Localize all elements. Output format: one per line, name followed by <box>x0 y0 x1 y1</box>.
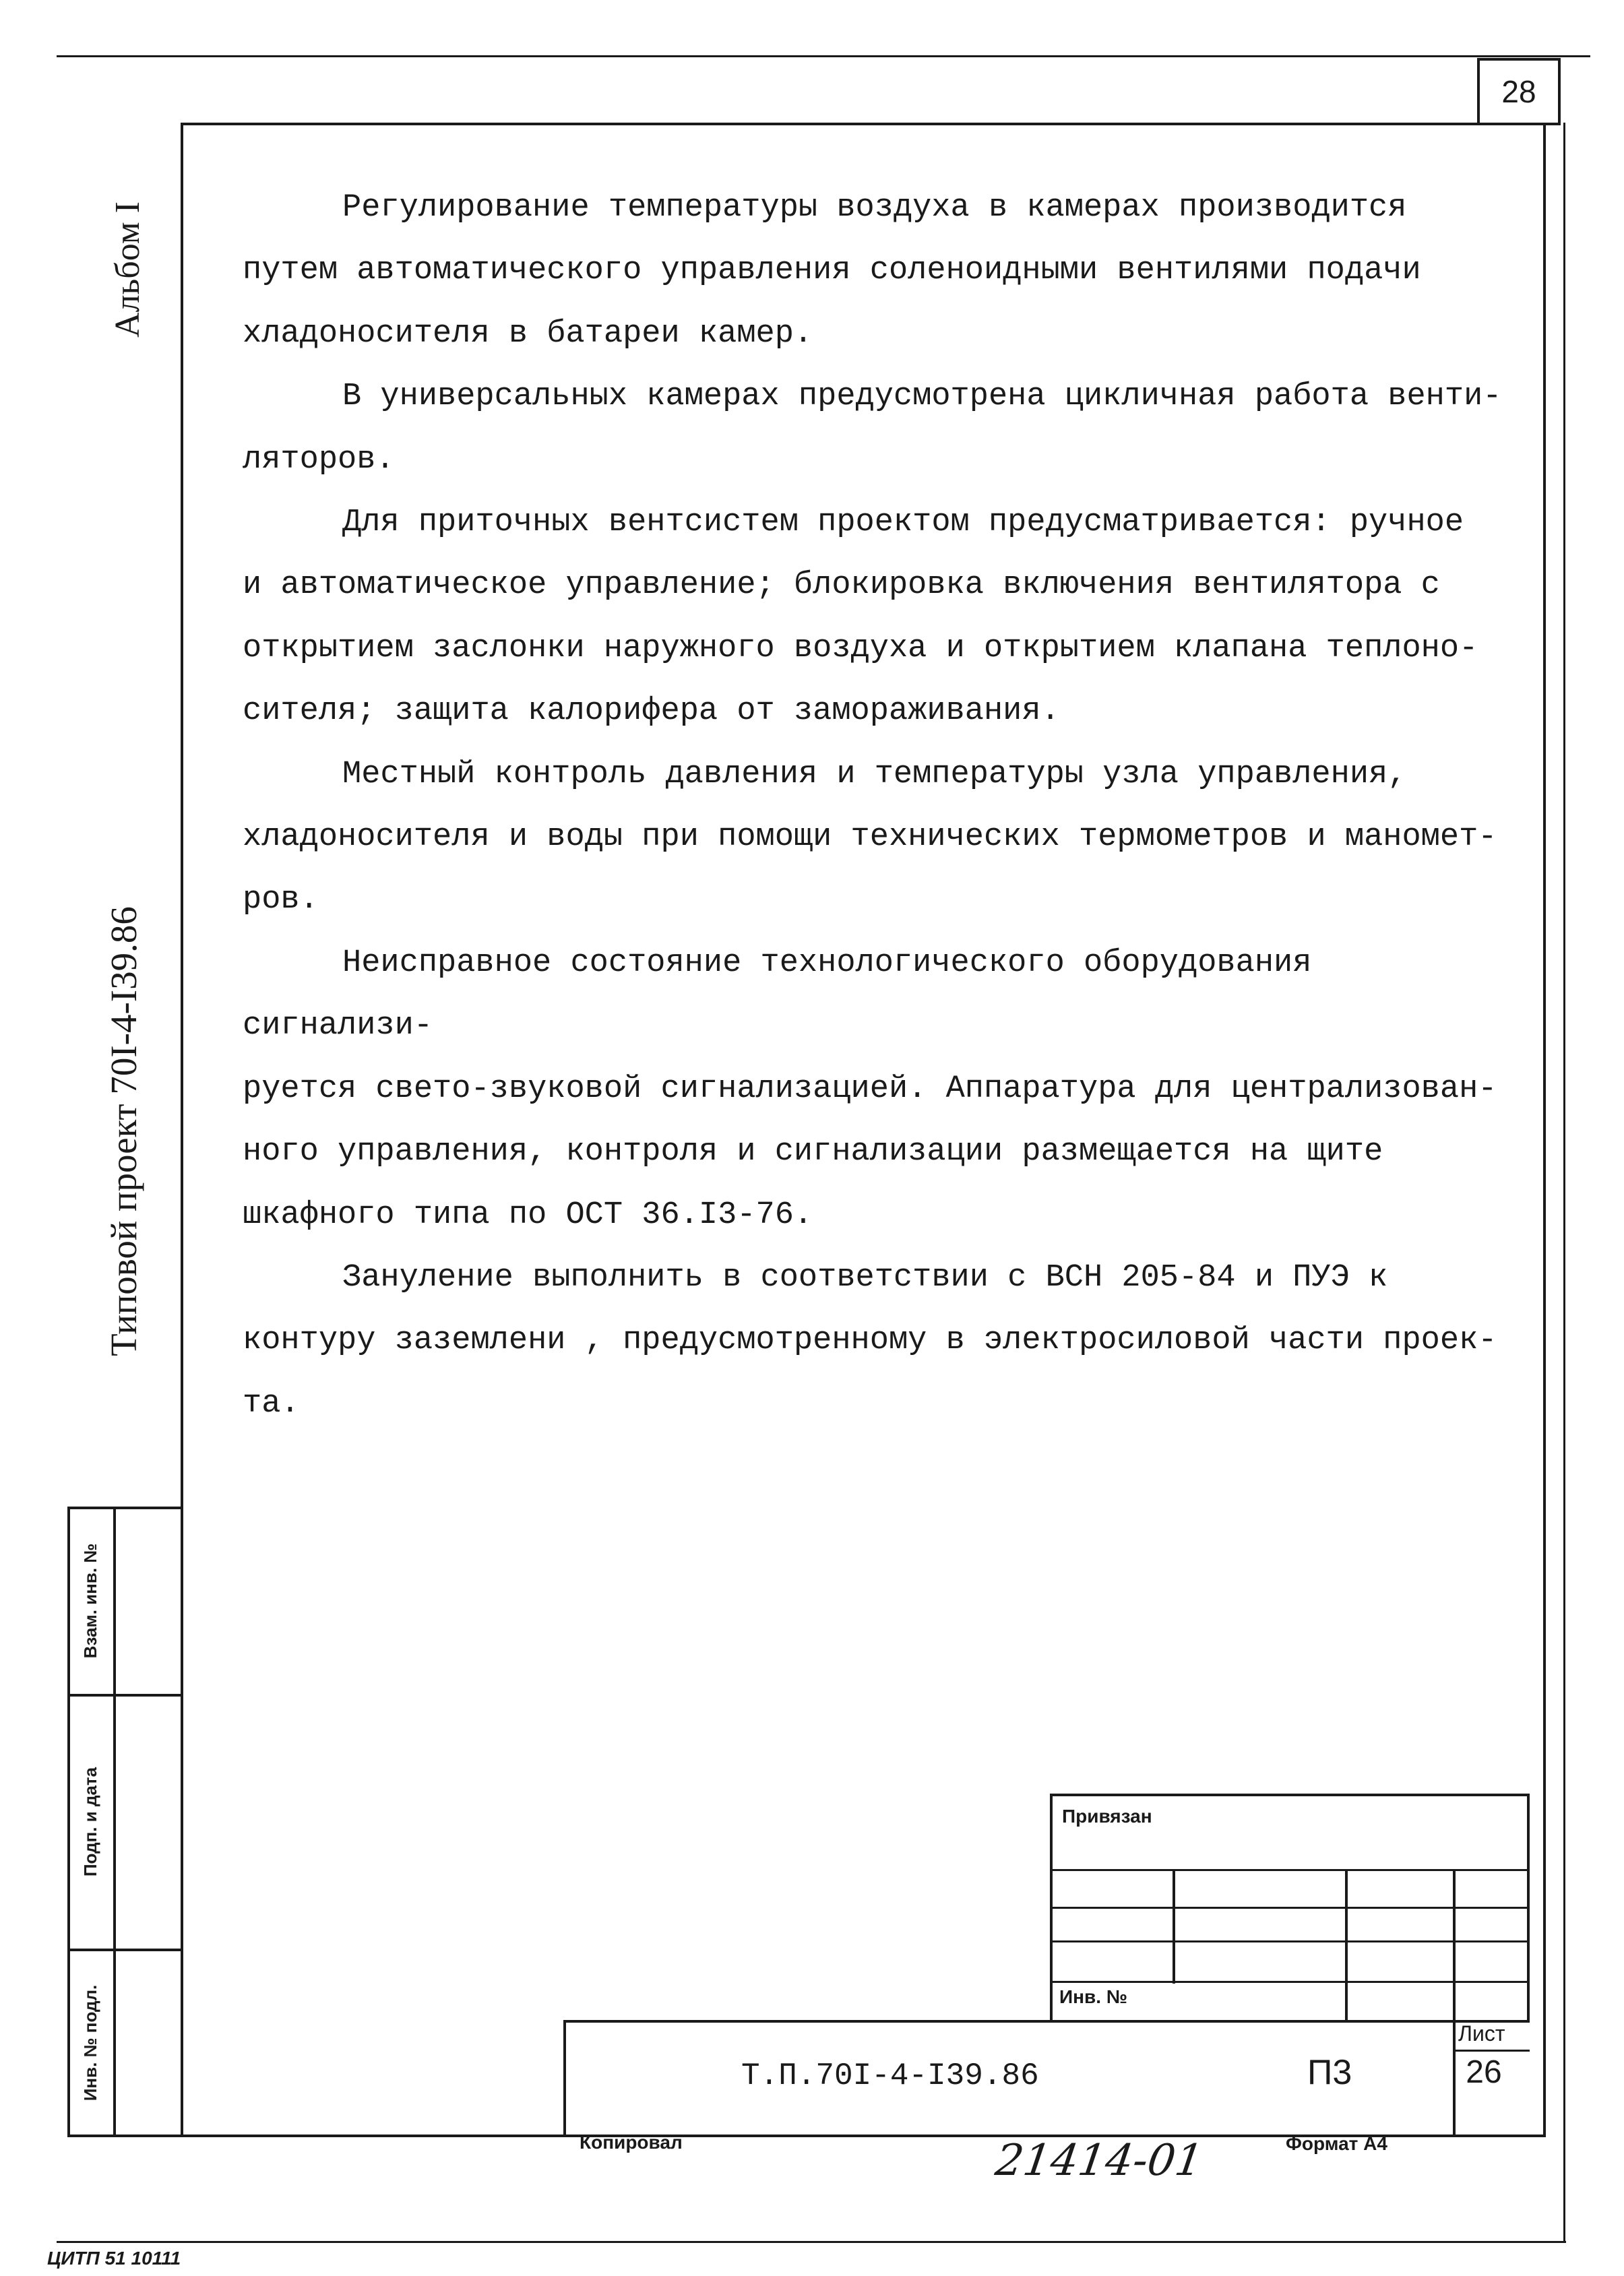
text-line <box>243 680 1509 742</box>
text-line <box>243 365 1509 428</box>
text-line <box>243 1309 1509 1372</box>
text-line-content: Местный контроль давления и температуры узла управления, <box>342 756 1407 792</box>
top-rule <box>57 55 1590 57</box>
page-number: 28 <box>1477 58 1561 125</box>
sheet-code: П3 <box>1307 2053 1352 2092</box>
text-line <box>243 303 1509 365</box>
text-line <box>243 1372 1509 1435</box>
text-line-content: руется свето-звуковой сигнализацией. Аппаратура для централизован- <box>243 1071 1497 1107</box>
text-line-content: Неисправное состояние технологического оборудования сигнализи- <box>243 945 1312 1044</box>
text-line-content: В универсальных камерах предусмотрена цикличная работа венти- <box>342 379 1502 415</box>
text-line-content: хладоносителя и воды при помощи технических термометров и маномет- <box>243 819 1497 856</box>
text-line-content: и автоматическое управление; блокировка включения вентилятора с <box>243 567 1440 604</box>
text-line <box>243 491 1509 554</box>
inventory-number-label: Инв. № <box>1059 1986 1128 2007</box>
format-label: Формат А4 <box>1286 2133 1387 2154</box>
outer-right-rule <box>1563 123 1565 2242</box>
text-line <box>243 1058 1509 1120</box>
text-line <box>243 868 1509 931</box>
text-line-content: хладоносителя в батареи камер. <box>243 315 813 352</box>
text-line-content: Регулирование температуры воздуха в камерах производится <box>342 190 1407 226</box>
tied-label: Привязан <box>1062 1806 1152 1827</box>
body-text <box>243 177 1509 1435</box>
text-line <box>243 177 1509 239</box>
text-line-content: открытием заслонки наружного воздуха и открытием клапана теплоно- <box>243 630 1478 666</box>
album-label: Альбом I <box>108 201 147 338</box>
text-line-content: Для приточных вентсистем проектом предусматривается: ручное <box>342 505 1464 541</box>
text-line-content: ного управления, контроля и сигнализации размещается на щите <box>243 1134 1383 1170</box>
text-line <box>243 806 1509 868</box>
text-line <box>243 1246 1509 1309</box>
text-line <box>243 743 1509 806</box>
text-line <box>243 429 1509 491</box>
project-title: Типовой проект 70I-4-I39.86 <box>103 906 144 1356</box>
text-line-content: ров. <box>243 882 319 918</box>
document-code: Т.П.70I-4-I39.86 <box>741 2058 1039 2093</box>
sheet-label: Лист <box>1458 2021 1505 2046</box>
text-line <box>243 1184 1509 1246</box>
text-line-content: Зануление выполнить в соответствии с ВСН 205-84 и ПУЭ к <box>342 1259 1388 1296</box>
text-line <box>243 932 1509 1058</box>
text-line-content: та. <box>243 1385 300 1422</box>
text-line-content: контуру заземлени , предусмотренному в электросиловой части проек- <box>243 1323 1497 1359</box>
frame-right <box>1543 123 1546 2136</box>
text-line <box>243 554 1509 617</box>
frame-top <box>182 123 1546 125</box>
text-line-content: ляторов. <box>243 441 395 478</box>
sheet-number: 26 <box>1466 2054 1502 2090</box>
frame-left <box>181 123 183 2136</box>
handwritten-number: 21414-01 <box>992 2136 1206 2186</box>
text-line-content: путем автоматического управления соленоидными вентилями подачи <box>243 253 1421 289</box>
text-line <box>243 617 1509 680</box>
text-line-content: сителя; защита калорифера от замораживания. <box>243 693 1060 730</box>
outer-bottom-rule <box>57 2241 1566 2243</box>
text-line <box>243 1120 1509 1183</box>
sign-date-label: Подп. и дата <box>80 1767 100 1877</box>
text-line-content: шкафного типа по ОСТ 36.I3-76. <box>243 1197 813 1233</box>
swap-inventory-label: Взам. инв. № <box>80 1543 100 1659</box>
copied-by-label: Копировал <box>580 2132 683 2153</box>
text-line <box>243 239 1509 302</box>
printer-mark: ЦИТП 51 10111 <box>47 2248 181 2269</box>
original-inventory-label: Инв. № подл. <box>80 1984 100 2101</box>
